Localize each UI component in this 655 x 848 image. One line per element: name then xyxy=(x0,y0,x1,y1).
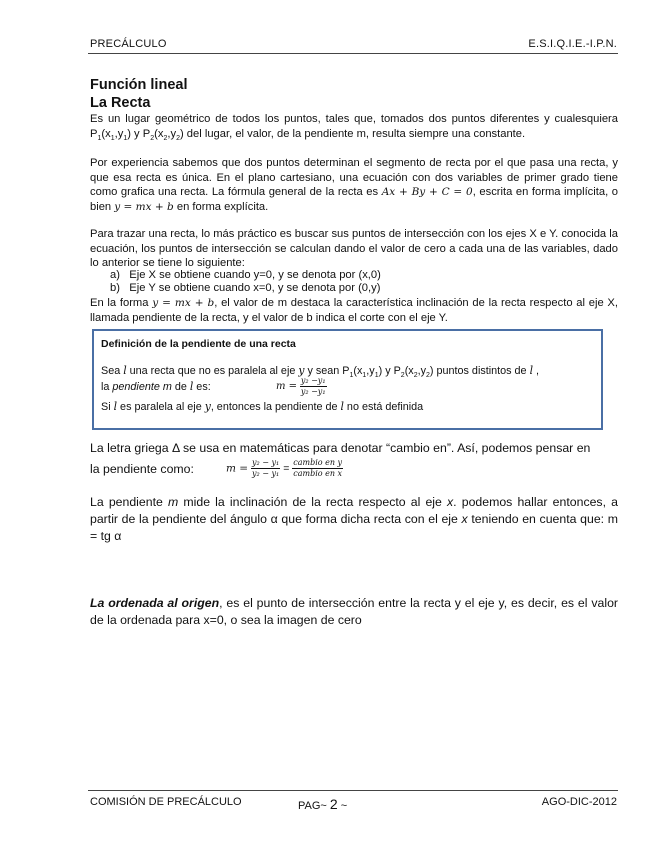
header-rule xyxy=(88,53,618,54)
section-title: Función lineal xyxy=(90,77,188,93)
paragraph-general-equation: Por experiencia sabemos que dos puntos determinan el segmento de recta por el que pasa una recta, y que esa recta es única. En el plano cartesiano, una ecuación con dos variables de primer grado tiene como grafica una recta. La fórmula general de la recta es Ax + By + C = 0, escrita en forma implícita, o bien y = mx + b en forma explícita. xyxy=(90,157,618,213)
header-left: PRECÁLCULO xyxy=(90,38,167,50)
list-item: b) Eje Y se obtiene cuando x=0, y se denota por (0,y) xyxy=(110,282,381,294)
definition-line-2: la pendiente m de l es: xyxy=(101,380,211,393)
footer-right: AGO-DIC-2012 xyxy=(541,796,617,808)
header-right: E.S.I.Q.I.E.-I.P.N. xyxy=(528,38,617,50)
footer-page-number: PAG~ 2 ~ xyxy=(298,796,348,812)
definition-title: Definición de la pendiente de una recta xyxy=(101,338,296,350)
list-item: a) Eje X se obtiene cuando y=0, y se denota por (x,0) xyxy=(110,269,381,281)
paragraph-definition-line: Es un lugar geométrico de todos los puntos, tales que, tomados dos puntos diferentes y cualesquiera $P_1(x_1,y_1)$ y $P_2(x_2,y_2)$ del lugar, el valor, de la pendiente m, resulta siempre una constante. xyxy=(90,113,618,142)
subsection-title: La Recta xyxy=(90,95,151,111)
paragraph-slope-angle: La pendiente m mide la inclinación de la recta respecto al eje x. podemos hallar entonces, a partir de la pendiente del ángulo α que forma dicha recta con el eje x teniendo en cuenta que: m = tg α xyxy=(90,495,618,543)
general-equation: Ax + By + C = 0 xyxy=(381,186,473,198)
explicit-equation: y = mx + b xyxy=(114,200,174,213)
footer-rule xyxy=(88,790,618,791)
definition-line-1: Sea l una recta que no es paralela al eje y y sean $P_1(x_1,y_1)$ y $P_2(x_2,y_2)$ puntos distintos de l , xyxy=(101,364,540,380)
footer-left: COMISIÓN DE PRECÁLCULO xyxy=(90,796,242,808)
paragraph-intersections: Para trazar una recta, lo más práctico es buscar sus puntos de intersección con los ejes X e Y. conocida la ecuación, los puntos de intersección se calculan dando el valor de cero a cada una de las variables, dado lo anterior se tiene lo siguiente: xyxy=(90,228,618,269)
definition-line-3: Si l es paralela al eje y, entonces la pendiente de l no está definida xyxy=(101,400,424,413)
definition-slope-formula: m = $\frac{\text{y₂ −y₁}}{\text{y₂ −y₁}}$ xyxy=(276,376,326,396)
slope-as-change-formula: m = $\frac{\text{y₂ − y₁}}{\text{y₂ − y₁}}$ = $\frac{\text{cambio en y}}{\text{cambio en x}}$ xyxy=(226,458,343,478)
paragraph-slope-intercept: En la forma y = mx + b, el valor de m destaca la característica inclinación de la recta respecto al eje X, llamada pendiente de la recta, y el valor de b indica el corte con el eje Y. xyxy=(90,297,618,324)
paragraph-delta: La letra griega Δ se usa en matemáticas para denotar “cambio en”. Así, podemos pensar en xyxy=(90,441,591,455)
slope-as-change-label: la pendiente como: xyxy=(90,462,194,476)
paragraph-y-intercept: La ordenada al origen, es el punto de intersección entre la recta y el eje y, es decir, es el valor de la ordenada para x=0, o sea la imagen de cero xyxy=(90,596,619,627)
